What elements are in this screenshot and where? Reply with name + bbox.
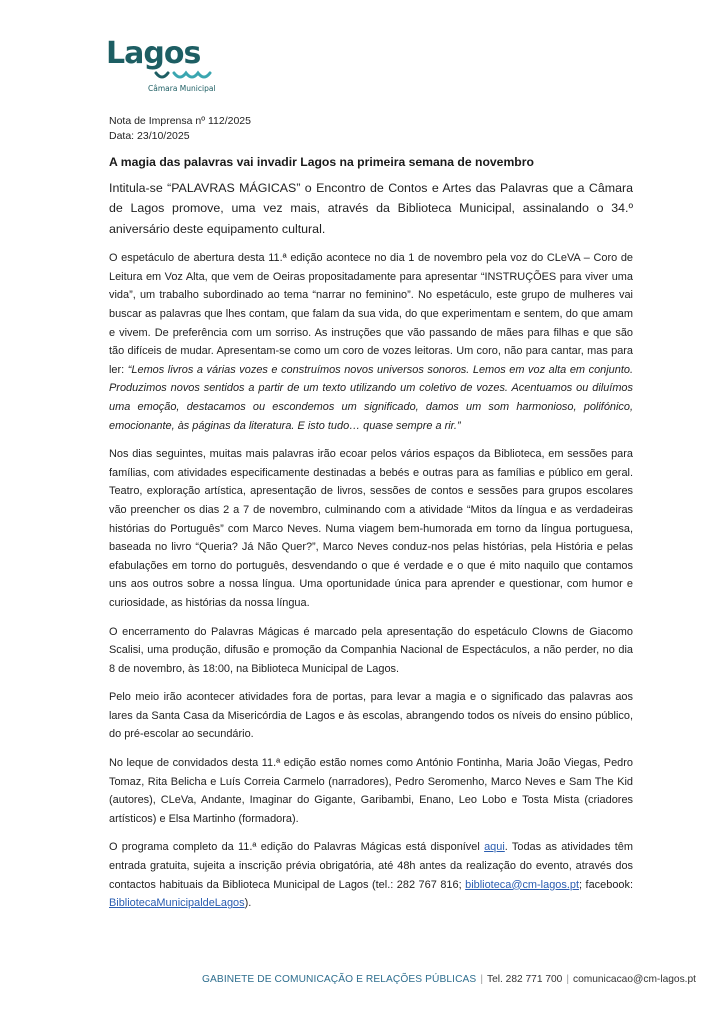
press-note-date: Data: 23/10/2025	[109, 130, 190, 142]
paragraph-opening-show	[109, 249, 633, 435]
footer-phone: Tel. 282 771 700	[486, 974, 563, 985]
footer	[202, 974, 696, 985]
paragraph-outreach: Pelo meio irão acontecer atividades fora de portas, para levar a magia e o significado das palavras aos lares da Santa Casa da Misericórdia de Lagos e às escolas, abrangendo todos os níveis do ensino público, do pré-escolar ao secundário.	[109, 691, 633, 741]
paragraph-guests: No leque de convidados desta 11.ª edição estão nomes como António Fontinha, Maria João Viegas, Pedro Tomaz, Rita Belicha e Luís Correia Carmelo (narradores), Pedro Seromenho, Marco Neves e Sam The Kid (autores), CLeVa, Andante, Imaginar do Gigante, Garibambi, Enano, Leo Lobo e Tosta Mista (criadores artísticos) e Elsa Martinho (formadora).	[109, 757, 633, 825]
paragraph-following-days: Nos dias seguintes, muitas mais palavras irão ecoar pelos vários espaços da Biblioteca, em sessões para famílias, com atividades especificamente destinadas a bebés e outras para as famílias e público em geral. Teatro, exploração artística, apresentação de livros, sessões de contos e sessões para grupos escolares vão preencher os dias 2 a 7 de novembro, culminando com a atividade “Mitos da língua e as verdadeiras histórias do Português” com Marco Neves. Numa viagem bem-humorada em torno da língua portuguesa, baseada no livro “Queria? Já Não Quer?”, Marco Neves conduz-nos pelas histórias, pela História e pelas efabulações em torno do português, desvendando o que é verdade e o que é mito naquilo que contamos uns aos outros sobre a nossa língua. Uma oportunidade única para aprender e questionar, com humor e curiosidade, as histórias da nossa língua.	[109, 448, 633, 609]
quote-text: “Lemos livros a várias vozes e construímos novos universos sonoros. Lemos em voz alta em conjunto. Produzimos novos sentidos a partir de um texto utilizando um coletivo de vozes. Acentuamos ou diluímos uma emoção, destacamos ou escondemos um significado, damos um som harmonioso, polifónico, emocionante, às páginas da literatura. E isto tudo… quase sempre a rir.”	[109, 363, 633, 432]
paragraph-closing-show: O encerramento do Palavras Mágicas é marcado pela apresentação do espetáculo Clowns de Giacomo Scalisi, uma produção, difusão e promoção da Companhia Nacional de Espectáculos, a não perder, no dia 8 de novembro, às 18:00, na Biblioteca Municipal de Lagos.	[109, 625, 633, 675]
paragraph-program	[109, 838, 633, 912]
footer-org: GABINETE DE COMUNICAÇÃO E RELAÇÕES PÚBLICAS	[202, 974, 477, 985]
footer-separator: |	[480, 974, 483, 985]
waves-icon	[154, 70, 216, 82]
paragraph-text: . Todas as atividades têm entrada gratuita, sujeita a inscrição prévia obrigatória, até 48h antes da realização do evento, através dos contactos habituais da Biblioteca Municipal de Lagos (tel.: 282 767 816;	[109, 841, 633, 891]
program-link[interactable]: aqui	[484, 841, 505, 854]
article	[109, 154, 633, 923]
logo-wordmark: Lagos	[106, 36, 201, 71]
article-lead: Intitula-se “PALAVRAS MÁGICAS” o Encontro de Contos e Artes das Palavras que a Câmara de Lagos promove, uma vez mais, através da Biblioteca Municipal, assinalando o 34.º aniversário deste equipamento cultural.	[109, 181, 633, 236]
library-email-link[interactable]: biblioteca@cm-lagos.pt	[465, 878, 579, 891]
facebook-link[interactable]: BibliotecaMunicipaldeLagos	[109, 897, 245, 910]
press-note-number: Nota de Imprensa nº 112/2025	[109, 115, 251, 127]
paragraph-text: ).	[244, 897, 252, 910]
article-title: A magia das palavras vai invadir Lagos na primeira semana de novembro	[109, 155, 534, 169]
paragraph-text: O programa completo da 11.ª edição do Palavras Mágicas está disponível	[109, 841, 485, 854]
logo-subtitle: Câmara Municipal	[148, 84, 216, 93]
press-meta	[109, 114, 251, 144]
paragraph-text: O espetáculo de abertura desta 11.ª edição acontece no dia 1 de novembro pela voz do CLeVA – Coro de Leitura em Voz Alta, que vem de Oeiras propositadamente para apresentar “INSTRUÇÕES para viver uma vida”, um trabalho subordinado ao tema “narrar no feminino”. No espetáculo, este grupo de mulheres vai buscar as palavras que lhes contam, que falam da sua vida, do que experimentam e sentem, do que amam e vivem. De preferência com um sorriso. As instruções que vão passando de mães para filhas e que são tão difíceis de mudar. Apresentam-se como um coro de vozes leitoras. Um coro, não para cantar, mas para ler:	[109, 252, 633, 376]
lagos-logo	[106, 36, 226, 100]
paragraph-text: ; facebook:	[579, 878, 633, 891]
footer-email: comunicacao@cm-lagos.pt	[572, 974, 697, 985]
footer-separator: |	[566, 974, 569, 985]
